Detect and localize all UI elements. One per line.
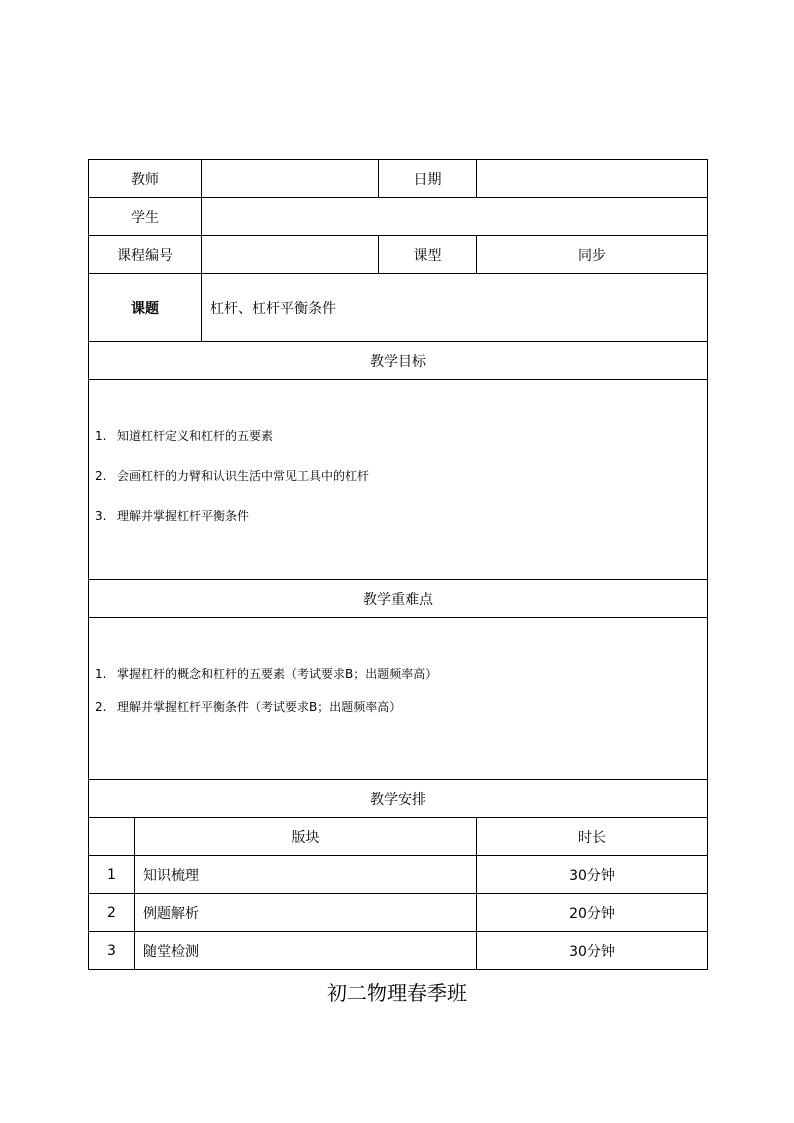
topic-value: 杠杆、杠杆平衡条件 bbox=[202, 274, 708, 342]
schedule-row-number: 3 bbox=[89, 932, 135, 970]
key-points-content bbox=[89, 618, 708, 780]
schedule-row-duration: 30分钟 bbox=[477, 856, 708, 894]
schedule-duration-header: 时长 bbox=[477, 818, 708, 856]
list-item bbox=[95, 666, 701, 682]
item-text: 掌握杠杆的概念和杠杆的五要素（考试要求B；出题频率高） bbox=[117, 667, 438, 681]
item-number: 1. bbox=[95, 429, 107, 443]
date-value[interactable] bbox=[477, 160, 708, 198]
topic-label: 课题 bbox=[89, 274, 202, 342]
list-item bbox=[95, 468, 701, 484]
table-row bbox=[89, 856, 708, 894]
schedule-row-module: 例题解析 bbox=[135, 894, 477, 932]
item-number: 1. bbox=[95, 667, 107, 681]
table-row bbox=[89, 932, 708, 970]
lesson-plan-table bbox=[88, 159, 708, 970]
table-row bbox=[89, 894, 708, 932]
schedule-row-duration: 20分钟 bbox=[477, 894, 708, 932]
lesson-plan-sheet bbox=[88, 159, 707, 970]
date-label: 日期 bbox=[379, 160, 477, 198]
course-code-value[interactable] bbox=[202, 236, 379, 274]
list-item bbox=[95, 428, 701, 444]
list-item bbox=[95, 699, 701, 715]
item-number: 3. bbox=[95, 509, 107, 523]
course-code-label: 课程编号 bbox=[89, 236, 202, 274]
teacher-label: 教师 bbox=[89, 160, 202, 198]
item-text: 理解并掌握杠杆平衡条件（考试要求B；出题频率高） bbox=[117, 700, 402, 714]
lesson-type-value: 同步 bbox=[477, 236, 708, 274]
item-text: 知道杠杆定义和杠杆的五要素 bbox=[117, 429, 274, 443]
objectives-heading: 教学目标 bbox=[89, 342, 708, 380]
schedule-index-header bbox=[89, 818, 135, 856]
schedule-row-module: 知识梳理 bbox=[135, 856, 477, 894]
schedule-row-number: 1 bbox=[89, 856, 135, 894]
footer-class-name: 初二物理春季班 bbox=[327, 981, 467, 1005]
schedule-row-number: 2 bbox=[89, 894, 135, 932]
item-text: 理解并掌握杠杆平衡条件 bbox=[117, 509, 250, 523]
item-number: 2. bbox=[95, 700, 107, 714]
lesson-type-label: 课型 bbox=[379, 236, 477, 274]
schedule-row-duration: 30分钟 bbox=[477, 932, 708, 970]
schedule-module-header: 版块 bbox=[135, 818, 477, 856]
item-text: 会画杠杆的力臂和认识生活中常见工具中的杠杆 bbox=[117, 469, 370, 483]
schedule-heading: 教学安排 bbox=[89, 780, 708, 818]
list-item bbox=[95, 508, 701, 524]
objectives-content bbox=[89, 380, 708, 580]
teacher-value[interactable] bbox=[202, 160, 379, 198]
student-label: 学生 bbox=[89, 198, 202, 236]
student-value[interactable] bbox=[202, 198, 708, 236]
key-points-heading: 教学重难点 bbox=[89, 580, 708, 618]
item-number: 2. bbox=[95, 469, 107, 483]
schedule-row-module: 随堂检测 bbox=[135, 932, 477, 970]
